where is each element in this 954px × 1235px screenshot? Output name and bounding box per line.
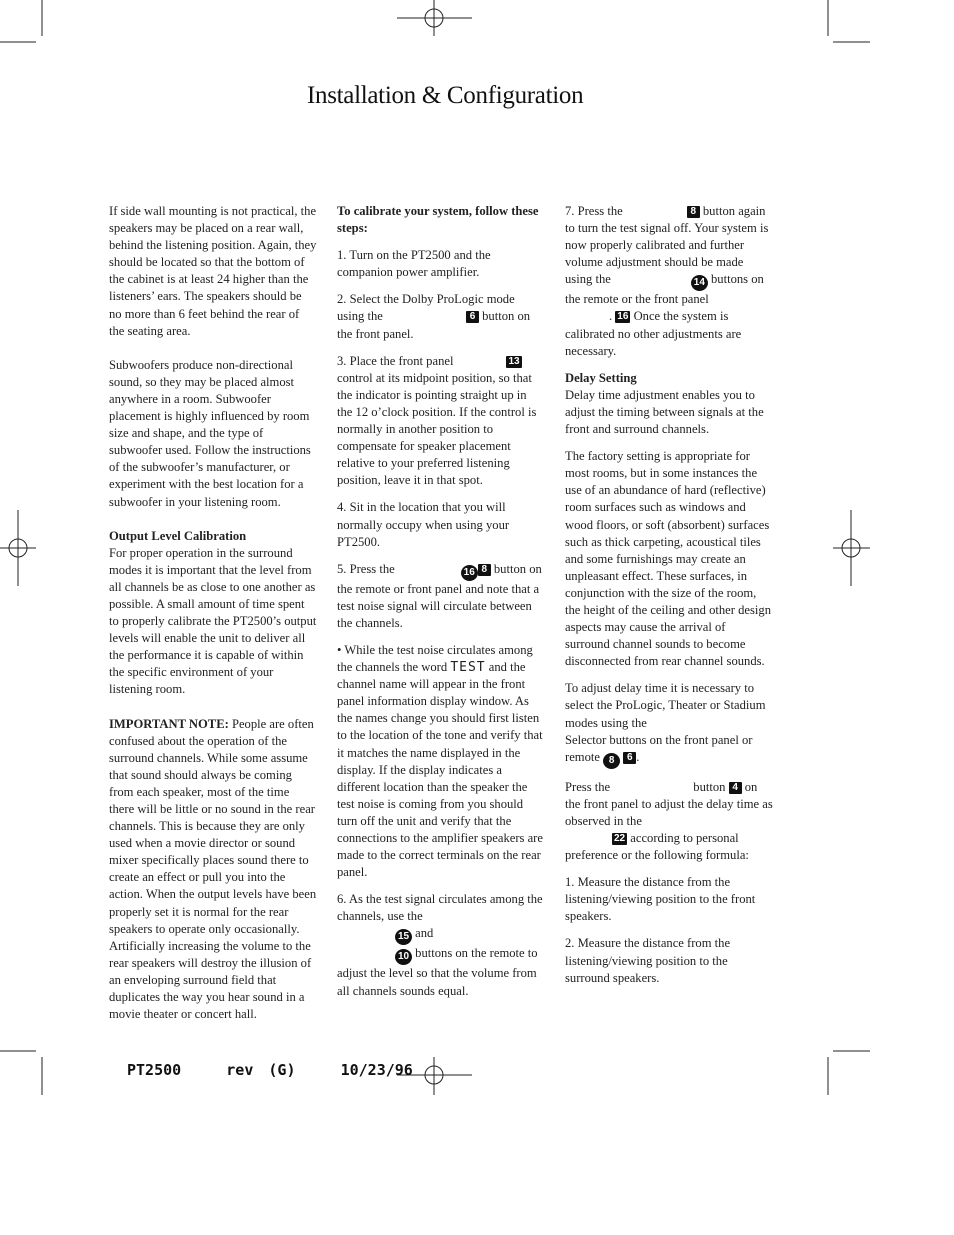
step-7: 7. Press the 8 button again to turn the test signal off. Your system is now properly calibrated and further volume adjustment should be made using the 14 buttons on the remote or the front panel . 16 Once the system is calibrated no other adjustments are necessary. — [565, 204, 769, 358]
formula-step-1: 1. Measure the distance from the listening/viewing position to the front speakers. — [565, 875, 756, 924]
footer-revision: PT2500 rev (G) 10/23/96 — [127, 1061, 413, 1079]
paragraph-output-level: For proper operation in the surround modes it is important that the level from all channels be as close to one another as possible. A small amount of time spent to properly calibrate the PT2500’s output levels will enable the unit to deliver all the performance it is capable of within the specific environment of your listening room. — [109, 545, 317, 697]
step-5 — [337, 561, 543, 632]
heading-output-level: Output Level Calibration — [109, 528, 247, 543]
adjust-delay-text: To adjust delay time it is necessary to select the ProLogic, Theater or Stadium modes using the — [565, 681, 766, 730]
step-3-text-end: control at its midpoint position, so that the indicator is pointing straight up in the 12 o’clock position. If the control is normally in another position to compensate for speaker placement relative to your preferred listening position, leave it in that spot. — [337, 370, 537, 488]
button-ref-10-icon: 10 — [395, 949, 412, 965]
registration-mark-top — [397, 0, 472, 36]
paragraph-factory-setting: The factory setting is appropriate for most rooms, but in some instances the use of an abundance of hard (reflective) room surfaces such as windows and wood floors, or soft (absorbent) surfaces such as thick carpeting, acoustical tiles and some furnishings may create an unpleasant effect. These surfaces, in conjunction with the size of the room, the height of the ceiling and other design aspects may cause the arrival of surround channel sounds to become disconnected from rear channel sounds. — [565, 449, 771, 669]
button-ref-4-icon: 4 — [729, 782, 742, 794]
step-4: 4. Sit in the location that you will normally occupy when using your PT2500. — [337, 500, 510, 549]
paragraph-adjust-delay — [565, 680, 773, 768]
step-6-and: and — [412, 926, 434, 941]
column-2 — [337, 203, 543, 1000]
step-1: 1. Turn on the PT2500 and the companion power amplifier. — [337, 248, 491, 280]
formula-step-2: 2. Measure the distance from the listening/viewing position to the surround speakers. — [565, 936, 731, 985]
step-6-text: 6. As the test signal circulates among the channels, use the — [337, 892, 543, 924]
display-ref-22-icon: 22 — [614, 833, 626, 844]
paragraph-press-delay: Press the button 4 on the front panel to adjust the delay time as observed in the 22 according to personal preference or the following formula: — [565, 779, 773, 863]
button-ref-14-icon: 14 — [691, 275, 708, 291]
paragraph-delay-intro: Delay time adjustment enables you to adjust the timing between signals at the front and surround channels. — [565, 387, 764, 437]
test-display-word: TEST — [450, 660, 486, 676]
registration-mark-right — [833, 510, 870, 586]
important-note-text: People are often confused about the operation of the surround channels. While some assume that sound should always be coming from each speaker, most of the time there will be little or no sound in the rear channels. This is because they are only used when a movie director or sound mixer specifically places sound there to create an effect or pull you into the action. When the output levels have been properly set it is normal for the rear speakers to operate only occasionally. Artificially increasing the volume to the rear speakers will destroy the illusion of an enveloping surround field that duplicates the way you hear sound in a movie theater or concert hall. — [109, 716, 317, 1022]
step-3 — [337, 353, 543, 490]
step-5-text-end: button on the remote or front panel and note that a test noise signal will circulate between the channels. — [337, 561, 542, 630]
step-2-text: 2. Select the Dolby ProLogic mode using the — [337, 292, 515, 324]
button-ref-8-icon: 8 — [603, 753, 620, 769]
button-ref-16-icon: 16 — [617, 311, 629, 323]
press-delay-text: Press the — [565, 779, 611, 794]
paragraph-rear-mounting: If side wall mounting is not practical, the speakers may be placed on a rear wall, behind the listening position. Again, they should be located so that the bottom of the cabinet is at least 24 higher than the listeners’ ears. The speakers should be no more than 6 feet behind the rear of the seating area. — [109, 204, 317, 338]
step-3-text: 3. Place the front panel — [337, 353, 454, 368]
step-7-text-mid: button again to turn the test signal off. Your system is now properly calibrated and further volume adjustment should be made using the — [565, 204, 769, 287]
adjust-delay-text-2: Selector buttons on the front panel or remote — [565, 732, 753, 764]
heading-delay-setting: Delay Setting — [565, 370, 637, 385]
step-6-text-end: buttons on the remote to adjust the level so that the volume from all channels sounds equal. — [337, 946, 538, 998]
button-ref-6-icon: 6 — [623, 752, 636, 764]
button-ref-16-icon: 16 — [461, 565, 478, 581]
step-7-text-mid2: buttons on the remote or the front panel — [565, 272, 764, 307]
button-ref-8-icon: 8 — [478, 564, 491, 576]
button-ref-8-icon: 8 — [687, 206, 700, 218]
important-note-label: IMPORTANT NOTE: — [109, 716, 229, 731]
paragraph-important-note — [109, 716, 317, 1024]
step-2-text-end: button on the front panel. — [337, 309, 531, 341]
press-delay-text-mid: on the front panel to adjust the delay time as observed in the — [565, 779, 773, 828]
step-6 — [337, 891, 543, 999]
bullet-test-noise — [337, 642, 543, 881]
step-2 — [337, 291, 543, 342]
page-title: Installation & Configuration — [307, 82, 584, 109]
control-ref-13-icon: 13 — [508, 355, 520, 367]
button-ref-6-icon: 6 — [466, 311, 479, 323]
bullet-text-end: and the channel name will appear in the front panel information display window. As the names change you should first listen to the location of the tone and verify that it matches the name displayed in the display. If the display indicates a different location than the speaker the test noise is coming from you should turn off the unit and verify that the connections to the amplifier speakers are made to the correct terminals on the rear panel. — [337, 660, 543, 880]
heading-calibrate-steps: To calibrate your system, follow these steps: — [337, 204, 539, 236]
step-7-text: 7. Press the — [565, 204, 623, 218]
adjust-delay-period: . — [636, 749, 640, 764]
registration-mark-left — [0, 510, 36, 586]
step-7-text-end: Once the system is calibrated no other adjustments are necessary. — [565, 309, 742, 358]
press-delay-text-end: according to personal preference or the following formula: — [565, 831, 749, 863]
column-1 — [109, 203, 317, 1023]
column-3 — [565, 203, 773, 987]
step-5-text: 5. Press the — [337, 561, 395, 576]
paragraph-subwoofers: Subwoofers produce non-directional sound, so they may be placed almost anywhere in a room. Subwoofer placement is highly influenced by room size and shape, and the type of subwoofer used. Follow the instructions of the subwoofer’s manufacturer, or experiment with the best location for a subwoofer in your listening room. — [109, 357, 311, 509]
button-ref-15-icon: 15 — [395, 929, 412, 945]
bullet-text: • While the test noise circulates among the channels the word — [337, 642, 533, 675]
